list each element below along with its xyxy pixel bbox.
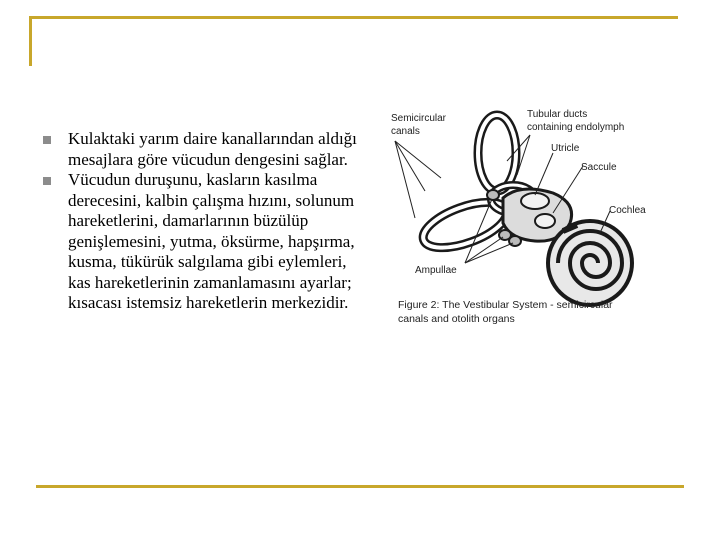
bullet-list <box>40 129 360 314</box>
bullet-text: Kulaktaki yarım daire kanallarından aldığı mesajlara göre vücudun dengesini sağlar. <box>68 129 357 169</box>
bullet-item <box>40 170 360 314</box>
frame-bottom-rule <box>36 485 684 488</box>
bullet-text: Vücudun duruşunu, kasların kasılma derecesini, kalbin çalışma hızını, solunum hareketlerini, damarlarının büzülüp genişlemesini, yutma, öksürme, hapşırma, kusma, tükürük salgılama gibi eylemleri, kas hareketlerinin zamanlamasını ayarlar; kısacası istemsiz hareketlerin merkezidir. <box>68 170 355 312</box>
figure-caption-line1: Figure 2: The Vestibular System - semicircular <box>398 299 613 311</box>
figure-caption-line2: canals and otolith organs <box>398 313 515 325</box>
saccule-shape <box>535 214 555 228</box>
label-saccule: Saccule <box>581 162 617 173</box>
utricle-shape <box>521 193 549 209</box>
label-cochlea: Cochlea <box>609 205 646 216</box>
square-bullet-icon <box>43 177 51 185</box>
frame-top-rule <box>29 16 678 19</box>
vestibular-illustration <box>385 103 665 333</box>
cochlea-shape <box>548 221 632 305</box>
label-ampullae: Ampullae <box>415 265 457 276</box>
label-tubular-ducts: Tubular ducts <box>527 109 588 120</box>
bullet-item <box>40 129 360 170</box>
label-semicircular: Semicircular <box>391 113 447 124</box>
label-containing-endolymph: containing endolymph <box>527 122 625 133</box>
vestibular-system-figure <box>385 103 665 333</box>
frame-left-rule <box>29 16 32 66</box>
label-utricle: Utricle <box>551 143 580 154</box>
label-canals: canals <box>391 126 420 137</box>
inner-ear-drawing <box>417 115 632 305</box>
square-bullet-icon <box>43 136 51 144</box>
